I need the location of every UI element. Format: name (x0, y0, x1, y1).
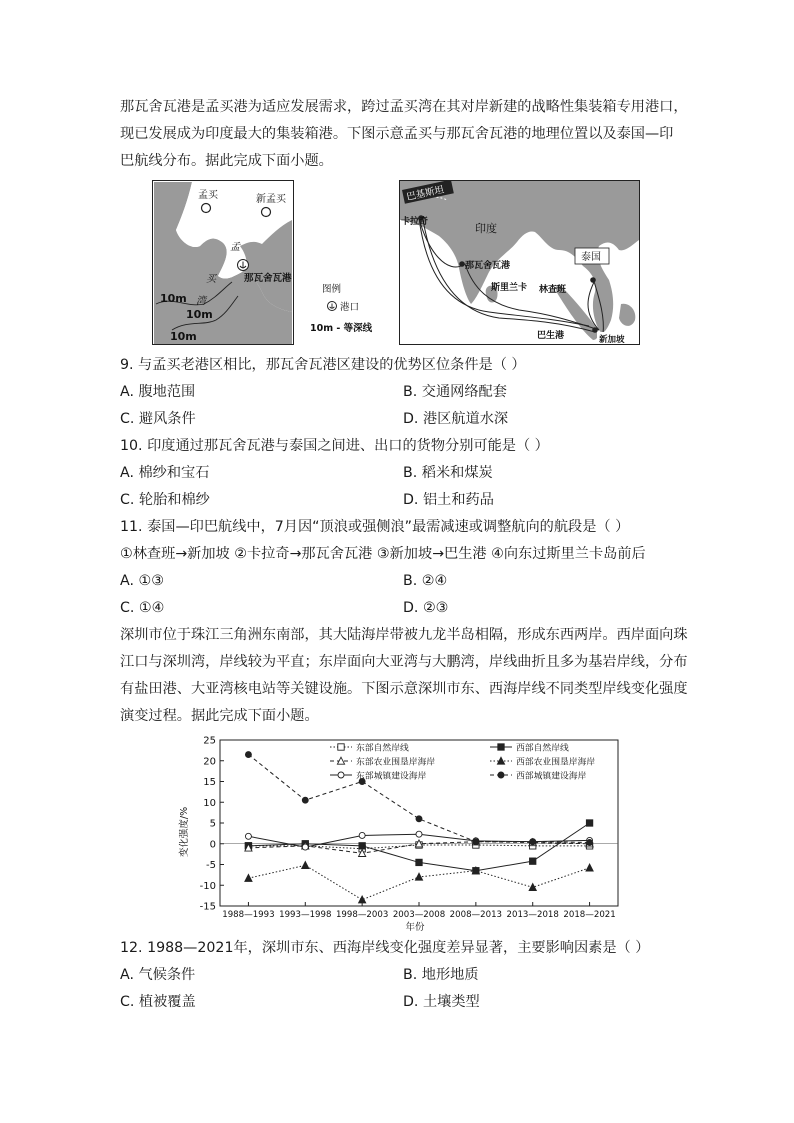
pakistan-label: 巴基斯坦 (405, 184, 446, 204)
intro2-line-1: 深圳市位于珠江三角洲东南部，其大陆海岸带被九龙半岛相隔，形成东西两岸。西岸面向珠 (120, 627, 688, 643)
legend-entry (330, 770, 427, 782)
series-3 (245, 838, 593, 857)
sri-lanka-label: 斯里兰卡 (491, 283, 528, 293)
map1-legend (310, 283, 373, 334)
series-line (248, 865, 589, 899)
intro1-line-3: 巴航线分布。据此完成下面小题。 (120, 153, 333, 169)
singapore-label: 新加坡 (599, 335, 625, 345)
q11-stem: 11. 泰国—印巴航线中，7月因“顶浪或强侧浪”最需减速或调整航向的航段是（ ） (120, 519, 630, 535)
data-point-square (338, 744, 344, 750)
chart-legend (330, 742, 595, 782)
q11-option-d[interactable]: D. ②③ (403, 600, 449, 616)
q12-option-a[interactable]: A. 气候条件 (120, 967, 196, 983)
q12-option-c[interactable]: C. 植被覆盖 (120, 994, 196, 1010)
data-point-circle (416, 816, 422, 822)
legend-label: 东部城镇建设海岸 (356, 771, 427, 782)
legend-label: 东部农业围垦岸海岸 (356, 757, 436, 768)
thailand-label: 泰国 (581, 252, 601, 263)
q10-stem: 10. 印度通过那瓦舍瓦港与泰国之间进、出口的货物分别可能是（ ） (120, 438, 549, 454)
depth-label-3: 10m (170, 330, 197, 343)
q10-option-d[interactable]: D. 铝土和药品 (403, 492, 494, 508)
data-point-triangle (302, 862, 309, 869)
legend-entry (490, 742, 569, 754)
legend-label: 西部自然岸线 (516, 743, 569, 754)
mumbai-label: 孟买 (198, 190, 218, 201)
data-point-square (498, 744, 504, 750)
intro1-line-2: 现已发展成为印度最大的集装箱港。下图示意孟买与那瓦舍瓦港的地理位置以及泰国—印 (120, 126, 674, 142)
laem-chabang-label: 林查班 (539, 285, 567, 295)
data-point-circle (359, 832, 365, 838)
nhava-marker (459, 261, 465, 267)
data-point-circle (587, 840, 593, 846)
q11-options-line: ①林查班→新加坡 ②卡拉奇→那瓦舍瓦港 ③新加坡→巴生港 ④向东过斯里兰卡岛前后 (120, 546, 646, 562)
port-klang-label: 巴生港 (537, 331, 565, 341)
y-tick-label: 10 (203, 797, 216, 809)
data-point-circle (530, 839, 536, 845)
mumbai-map-figure (152, 180, 378, 346)
depth-label-1: 10m (160, 292, 187, 305)
data-point-circle (302, 844, 308, 850)
q9-option-c[interactable]: C. 避风条件 (120, 411, 196, 427)
legend-label: 西部城镇建设海岸 (516, 771, 587, 782)
x-tick-label: 2003—2008 (392, 910, 446, 920)
data-point-square (586, 820, 592, 826)
q11-option-a[interactable]: A. ①③ (120, 573, 164, 589)
data-point-triangle (359, 896, 366, 903)
chart-y-axis-label: 变化强度/% (179, 806, 190, 858)
q12-option-b[interactable]: B. 地形地质 (403, 967, 479, 983)
data-point-square (416, 859, 422, 865)
data-point-square (530, 858, 536, 864)
nhava-route-label: 那瓦舍瓦港 (465, 261, 511, 271)
q11-option-b[interactable]: B. ②④ (403, 573, 448, 589)
intro1-line-1: 那瓦舍瓦港是孟买港为适应发展需求，跨过孟买湾在其对岸新建的战略性集装箱专用港口， (120, 99, 688, 115)
laem-chabang-marker (590, 277, 596, 283)
q10-option-c[interactable]: C. 轮胎和棉纱 (120, 492, 210, 508)
mumbai-city-marker (202, 204, 211, 213)
q9-option-d[interactable]: D. 港区航道水深 (403, 411, 509, 427)
q12-stem: 12. 1988—2021年，深圳市东、西海岸线变化强度差异显著，主要影响因素是（ ） (120, 940, 650, 956)
y-tick-label: -15 (199, 901, 216, 913)
y-tick-label: 5 (209, 818, 216, 830)
new-mumbai-city-marker (262, 208, 271, 217)
data-point-circle (338, 772, 344, 778)
legend-label: 东部自然岸线 (356, 743, 409, 754)
data-point-triangle (245, 874, 252, 881)
q10-option-b[interactable]: B. 稻米和煤炭 (403, 465, 493, 481)
chart-x-axis-label: 年份 (405, 922, 425, 932)
series-line (248, 755, 589, 843)
chart-x-axis (222, 902, 615, 920)
legend-port-label: 港口 (340, 302, 360, 313)
data-point-circle (245, 833, 251, 839)
data-point-triangle (586, 864, 593, 871)
legend-entry (330, 756, 435, 768)
legend-anchor-icon (328, 302, 337, 311)
x-tick-label: 2018—2021 (563, 910, 616, 920)
legend-title: 图例 (322, 284, 342, 295)
data-point-square (359, 843, 365, 849)
data-point-triangle (415, 873, 422, 880)
data-point-circle (416, 831, 422, 837)
q9-stem: 9. 与孟买老港区相比，那瓦舍瓦港区建设的优势区位条件是（ ） (120, 357, 526, 373)
q10-option-a[interactable]: A. 棉纱和宝石 (120, 465, 210, 481)
karachi-label: 卡拉奇 (401, 217, 429, 227)
data-point-triangle (529, 884, 536, 891)
y-tick-label: 0 (209, 839, 216, 851)
india-label: 印度 (475, 222, 497, 235)
y-tick-label: 15 (203, 777, 216, 788)
y-tick-label: 20 (203, 756, 216, 768)
x-tick-label: 1988—1993 (222, 910, 275, 920)
bay-char-3: 湾 (196, 296, 206, 307)
data-point-circle (498, 772, 504, 778)
legend-isobath-label: 10m - 等深线 (310, 323, 373, 334)
y-tick-label: -10 (199, 880, 216, 892)
y-tick-label: -5 (206, 860, 216, 871)
route-map-figure (399, 180, 640, 346)
port-klang-marker (592, 327, 598, 333)
legend-entry (490, 770, 587, 782)
legend-entry (490, 756, 595, 768)
intro2-line-4: 演变过程。据此完成下面小题。 (120, 708, 319, 724)
nhava-sheva-label: 那瓦舍瓦港 (244, 273, 292, 284)
data-point-circle (245, 752, 251, 758)
q12-option-d[interactable]: D. 土壤类型 (403, 994, 480, 1010)
map1-island (166, 270, 182, 286)
bay-char-2: 买 (206, 274, 216, 285)
depth-label-2: 10m (186, 308, 213, 321)
x-tick-label: 1993—1998 (279, 910, 332, 920)
series-4 (245, 862, 593, 903)
q9-option-a[interactable]: A. 腹地范围 (120, 384, 196, 400)
new-mumbai-label: 新孟买 (256, 194, 286, 205)
legend-entry (330, 742, 409, 754)
intro2-line-2: 江口与深圳湾，岸线较为平直；东岸面向大亚湾与大鹏湾，岸线曲折且多为基岩岸线，分布 (120, 654, 688, 670)
coastline-change-chart (172, 734, 622, 932)
q9-option-b[interactable]: B. 交通网络配套 (403, 384, 507, 400)
x-tick-label: 2013—2018 (506, 910, 559, 920)
data-point-circle (302, 797, 308, 803)
y-tick-label: 25 (203, 735, 216, 747)
bay-char-1: 孟 (230, 242, 240, 253)
x-tick-label: 2008—2013 (449, 910, 503, 920)
x-tick-label: 1998—2003 (335, 910, 389, 920)
anchor-icon (238, 260, 249, 271)
legend-label: 西部农业围垦岸海岸 (516, 757, 596, 768)
data-point-circle (473, 839, 479, 845)
intro2-line-3: 有盐田港、大亚湾核电站等关键设施。下图示意深圳市东、西海岸线不同类型岸线变化强度 (120, 681, 688, 697)
q11-option-c[interactable]: C. ①④ (120, 600, 165, 616)
